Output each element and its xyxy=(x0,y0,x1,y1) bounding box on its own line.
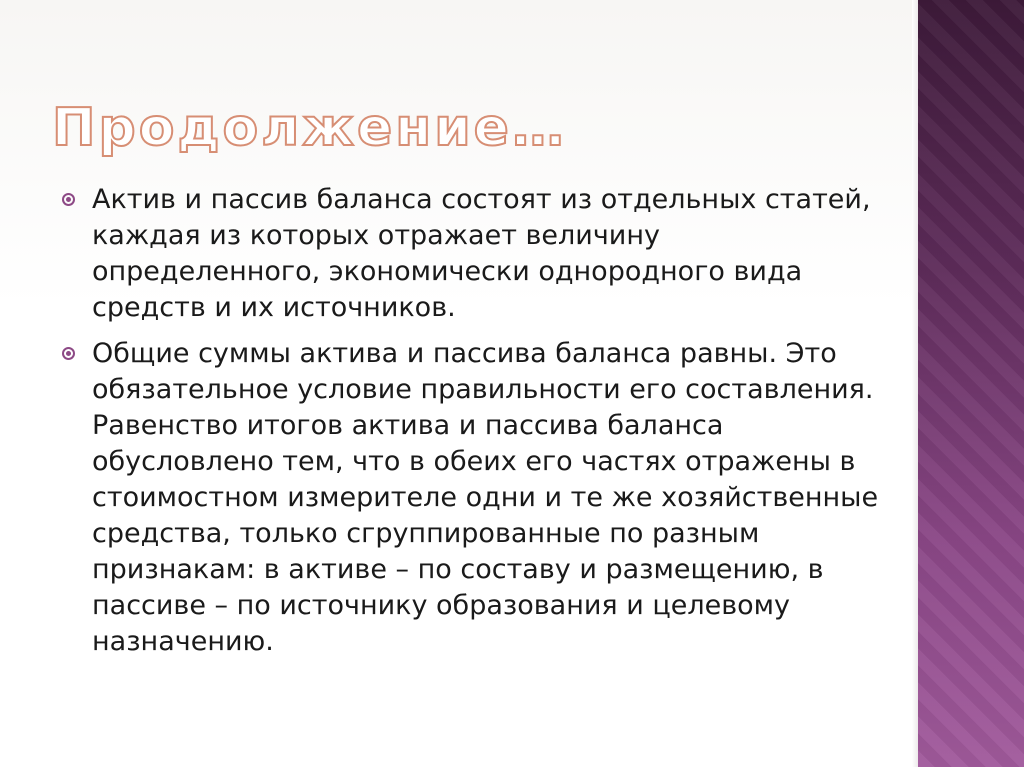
bullet-text: Актив и пассив баланса состоят из отдельных статей, каждая из которых отражает величину определенного, экономически однородного вида средств и их источников. xyxy=(92,184,871,323)
slide-title: Продолжение… xyxy=(52,98,567,158)
bullet-circle-icon xyxy=(62,347,75,360)
bullet-item xyxy=(62,336,892,660)
slide-body xyxy=(62,182,892,670)
bullet-text: Общие суммы актива и пассива баланса равны. Это обязательное условие правильности его составления. Равенство итогов актива и пассива баланса обусловлено тем, что в обеих его частях отражены в стоимостном измерителе одни и те же хозяйственные средства, только сгруппированные по разным признакам: в активе – по составу и размещению, в пассиве – по источнику образования и целевому назначению. xyxy=(92,338,879,657)
decorative-side-band xyxy=(918,0,1024,767)
bullet-item xyxy=(62,182,892,326)
bullet-circle-icon xyxy=(62,193,75,206)
